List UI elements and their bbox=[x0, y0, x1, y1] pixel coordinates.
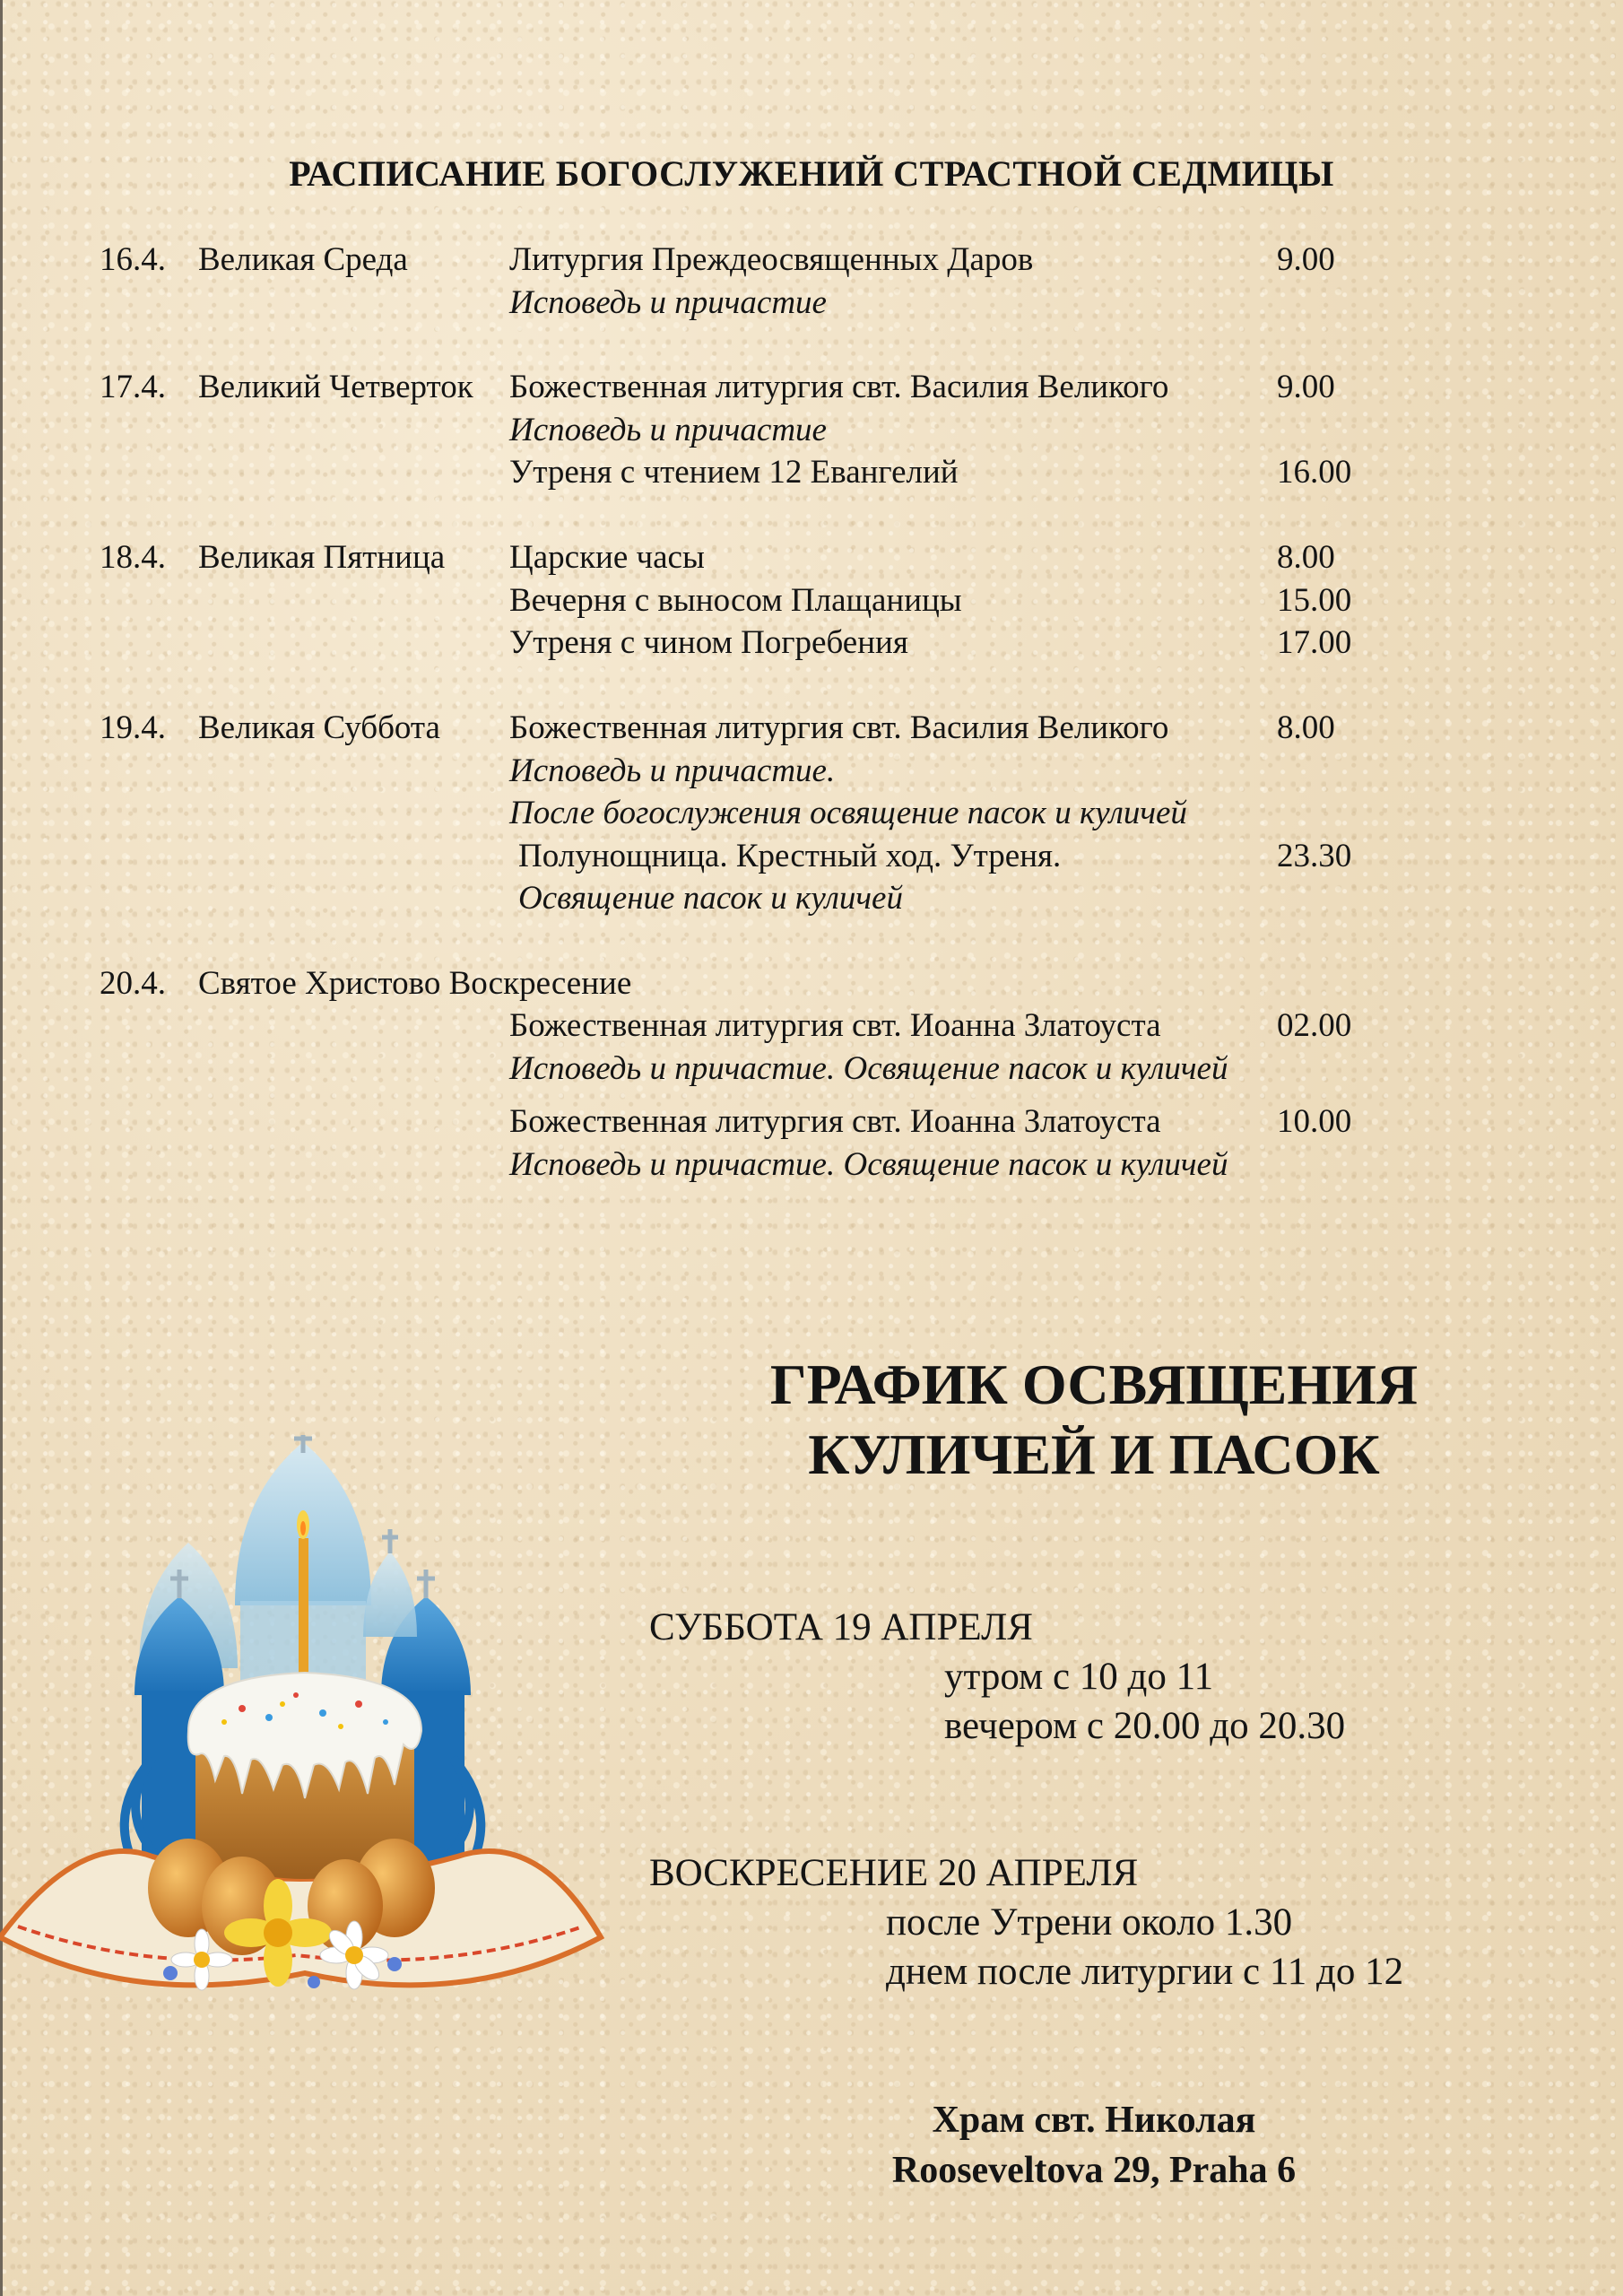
day-date: 16.4. bbox=[100, 241, 166, 278]
service-time: 17.00 bbox=[1277, 624, 1352, 661]
church-name: Храм свт. Николая bbox=[932, 2100, 1256, 2141]
blessing-title bbox=[681, 1350, 1506, 1490]
service-name: Полунощница. Крестный ход. Утреня. bbox=[518, 838, 1062, 874]
easter-illustration bbox=[0, 1435, 610, 2018]
service-name: Литургия Преждеосвященных Даров bbox=[509, 241, 1034, 278]
day-name: Святое Христово Воскресение bbox=[198, 965, 632, 1002]
sunday-time-line: после Утрени около 1.30 bbox=[886, 1901, 1293, 1944]
day-name: Великая Пятница bbox=[198, 539, 446, 576]
day-date: 19.4. bbox=[100, 709, 166, 746]
church-address: Rooseveltova 29, Praha 6 bbox=[891, 2150, 1297, 2191]
service-name: Божественная литургия свт. Иоанна Златоуста bbox=[509, 1007, 1161, 1044]
saturday-time-line: утром с 10 до 11 bbox=[944, 1656, 1214, 1698]
service-note: Исповедь и причастие. Освящение пасок и куличей bbox=[509, 1146, 1228, 1183]
service-time: 10.00 bbox=[1277, 1103, 1352, 1140]
service-time: 02.00 bbox=[1277, 1007, 1352, 1044]
service-name: Божественная литургия свт. Иоанна Златоуста bbox=[509, 1103, 1161, 1140]
service-time: 23.30 bbox=[1277, 838, 1352, 874]
sunday-heading: ВОСКРЕСЕНИЕ 20 АПРЕЛЯ bbox=[649, 1852, 1139, 1894]
service-note: Освящение пасок и куличей bbox=[518, 880, 903, 917]
day-date: 18.4. bbox=[100, 539, 166, 576]
service-note: После богослужения освящение пасок и куличей bbox=[509, 795, 1187, 831]
service-time: 8.00 bbox=[1277, 539, 1335, 576]
service-name: Вечерня с выносом Плащаницы bbox=[509, 582, 962, 619]
service-name: Божественная литургия свт. Василия Великого bbox=[509, 369, 1169, 405]
sunday-time-line: днем после литургии с 11 до 12 bbox=[886, 1951, 1404, 1993]
service-note: Исповедь и причастие. Освящение пасок и куличей bbox=[509, 1050, 1228, 1087]
service-time: 9.00 bbox=[1277, 369, 1335, 405]
service-note: Исповедь и причастие bbox=[509, 412, 827, 448]
day-date: 20.4. bbox=[100, 965, 166, 1002]
service-time: 9.00 bbox=[1277, 241, 1335, 278]
service-note: Исповедь и причастие bbox=[509, 284, 827, 321]
day-name: Великая Суббота bbox=[198, 709, 440, 746]
blessing-title-line: КУЛИЧЕЙ И ПАСОК bbox=[808, 1422, 1380, 1486]
schedule-title: РАСПИСАНИЕ БОГОСЛУЖЕНИЙ СТРАСТНОЙ СЕДМИЦЫ bbox=[289, 153, 1334, 194]
blessing-title-line: ГРАФИК ОСВЯЩЕНИЯ bbox=[769, 1352, 1419, 1416]
day-date: 17.4. bbox=[100, 369, 166, 405]
service-name: Утреня с чтением 12 Евангелий bbox=[509, 454, 959, 491]
service-time: 8.00 bbox=[1277, 709, 1335, 746]
service-name: Царские часы bbox=[509, 539, 705, 576]
saturday-time-line: вечером с 20.00 до 20.30 bbox=[944, 1705, 1346, 1747]
saturday-heading: СУББОТА 19 АПРЕЛЯ bbox=[649, 1606, 1033, 1648]
service-name: Божественная литургия свт. Василия Великого bbox=[509, 709, 1169, 746]
service-note: Исповедь и причастие. bbox=[509, 752, 836, 789]
service-name: Утреня с чином Погребения bbox=[509, 624, 908, 661]
service-time: 16.00 bbox=[1277, 454, 1352, 491]
service-time: 15.00 bbox=[1277, 582, 1352, 619]
day-name: Великий Четверток bbox=[198, 369, 473, 405]
day-name: Великая Среда bbox=[198, 241, 408, 278]
